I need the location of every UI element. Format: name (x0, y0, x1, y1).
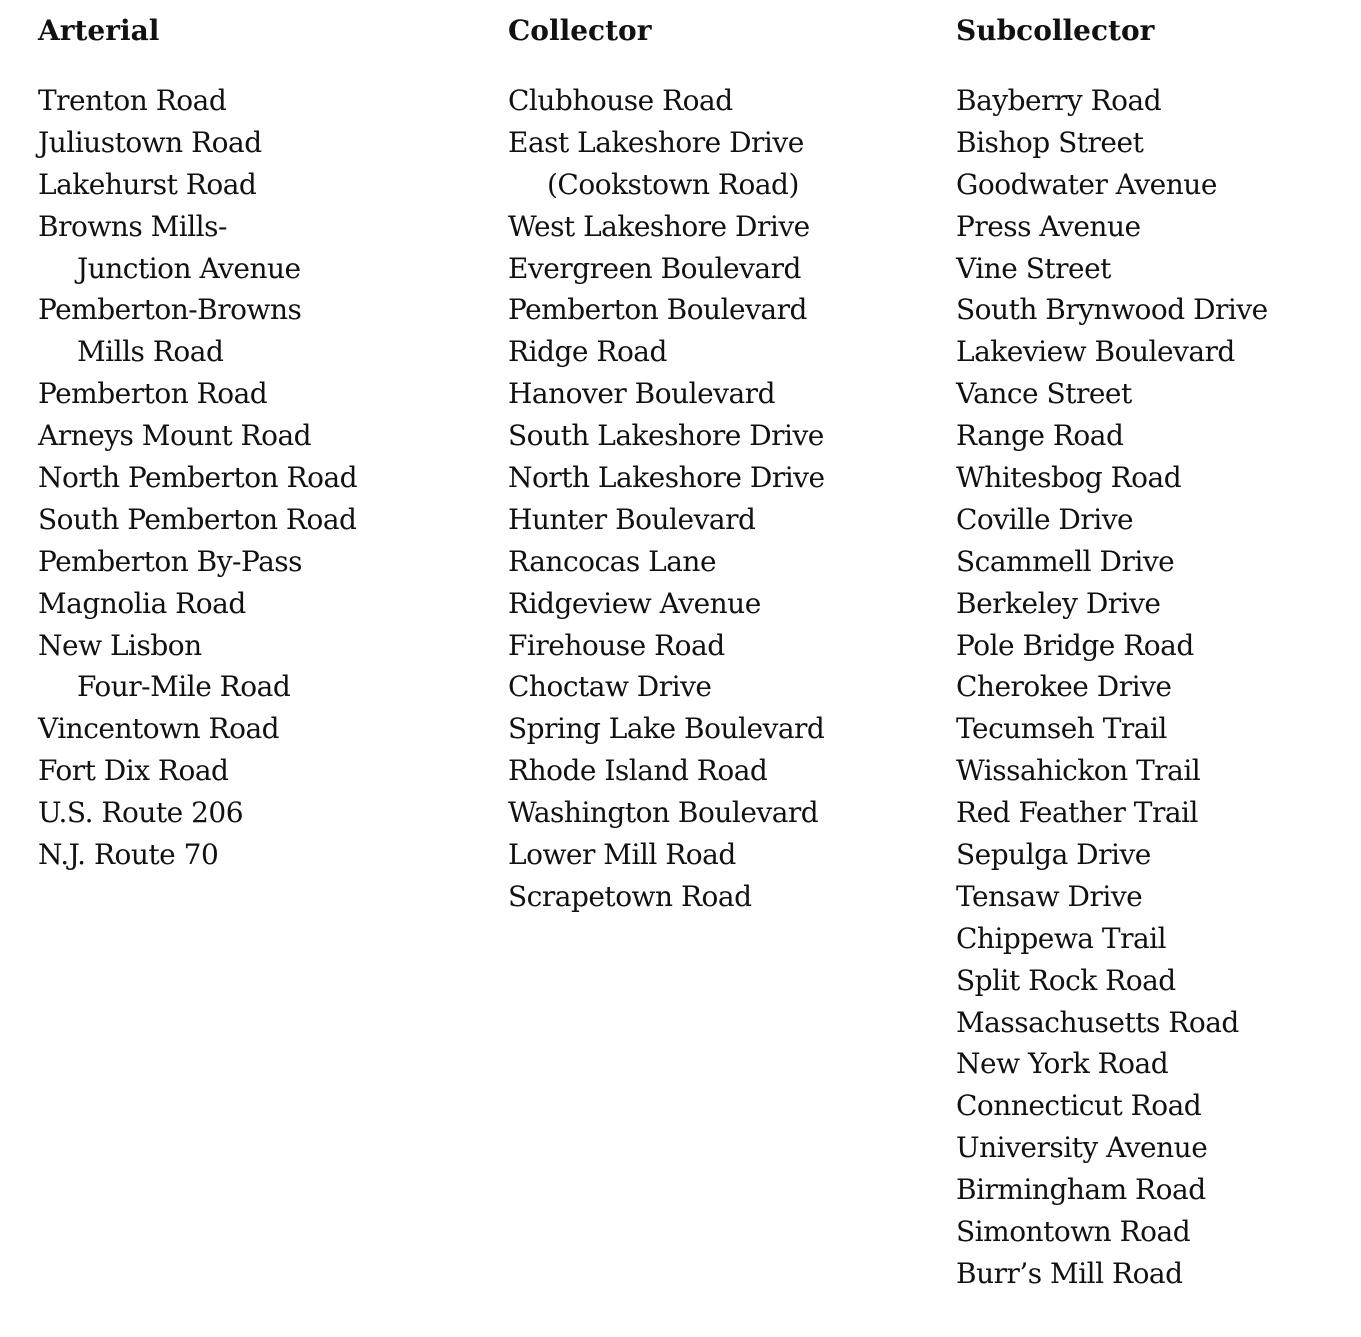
road-name-continuation: Mills Road (77, 335, 224, 369)
road-name: Ridgeview Avenue (508, 586, 761, 620)
collector-road-list (508, 80, 928, 918)
road-name: Split Rock Road (956, 963, 1176, 997)
road-name: Berkeley Drive (956, 586, 1161, 620)
road-name: Red Feather Trail (956, 796, 1198, 830)
road-name: New Lisbon (38, 628, 202, 662)
road-name: Tecumseh Trail (956, 712, 1167, 746)
road-name: University Avenue (956, 1131, 1208, 1165)
column-heading-collector: Collector (508, 14, 652, 47)
road-name: N.J. Route 70 (38, 838, 219, 872)
road-name: Firehouse Road (508, 628, 725, 662)
road-name: Trenton Road (38, 84, 227, 117)
road-name: South Pemberton Road (38, 502, 357, 536)
road-name: Birmingham Road (956, 1173, 1206, 1207)
road-name: Pemberton Road (38, 377, 268, 411)
road-name: Spring Lake Boulevard (508, 712, 825, 746)
road-name: Connecticut Road (956, 1089, 1202, 1123)
road-name: Pemberton-Browns (38, 293, 302, 327)
road-name: West Lakeshore Drive (508, 209, 810, 243)
road-name: Sepulga Drive (956, 838, 1151, 872)
road-name: Washington Boulevard (508, 796, 819, 830)
subcollector-road-list (956, 80, 1356, 1295)
road-name: Whitesbog Road (956, 461, 1182, 495)
road-name: Hunter Boulevard (508, 502, 756, 536)
column-heading-arterial: Arterial (38, 14, 160, 47)
road-name: Bayberry Road (956, 84, 1162, 117)
road-name: Pemberton By-Pass (38, 544, 302, 578)
road-name: Burr’s Mill Road (956, 1256, 1183, 1290)
road-name: Rhode Island Road (508, 754, 768, 788)
road-name: Scrapetown Road (508, 879, 752, 913)
road-name: Chippewa Trail (956, 921, 1167, 955)
arterial-road-list (38, 80, 478, 876)
road-name: Clubhouse Road (508, 84, 733, 117)
road-name: Magnolia Road (38, 586, 246, 620)
road-name: Coville Drive (956, 502, 1134, 536)
road-name: Juliustown Road (38, 125, 262, 159)
road-name: Vance Street (956, 377, 1132, 411)
road-name: Tensaw Drive (956, 879, 1143, 913)
road-name: Lower Mill Road (508, 838, 736, 872)
road-name: Vine Street (956, 251, 1111, 285)
road-name: Vincentown Road (38, 712, 280, 746)
road-name: Evergreen Boulevard (508, 251, 801, 285)
subcollector-column (956, 12, 1356, 1295)
road-name: Pemberton Boulevard (508, 293, 807, 327)
road-name: U.S. Route 206 (38, 796, 244, 830)
road-name: Pole Bridge Road (956, 628, 1194, 662)
collector-column (508, 12, 928, 918)
road-name: North Pemberton Road (38, 461, 358, 495)
arterial-column (38, 12, 478, 876)
road-name-continuation: Four-Mile Road (77, 670, 291, 704)
road-name: New York Road (956, 1047, 1169, 1081)
road-name: Scammell Drive (956, 544, 1175, 578)
road-name: North Lakeshore Drive (508, 461, 825, 495)
road-name: Massachusetts Road (956, 1005, 1239, 1039)
road-name: Lakehurst Road (38, 167, 257, 201)
road-name: Cherokee Drive (956, 670, 1172, 704)
column-heading-subcollector: Subcollector (956, 14, 1155, 47)
road-name: Lakeview Boulevard (956, 335, 1235, 369)
road-name-continuation: (Cookstown Road) (547, 167, 799, 201)
road-name: Browns Mills- (38, 209, 227, 243)
road-name: East Lakeshore Drive (508, 125, 804, 159)
road-name: Range Road (956, 419, 1124, 453)
road-name-continuation: Junction Avenue (77, 251, 301, 285)
road-name: South Brynwood Drive (956, 293, 1268, 327)
road-name: Wissahickon Trail (956, 754, 1201, 788)
road-name: Goodwater Avenue (956, 167, 1217, 201)
road-name: Rancocas Lane (508, 544, 717, 578)
road-name: Bishop Street (956, 125, 1144, 159)
road-name: Hanover Boulevard (508, 377, 775, 411)
road-name: Simontown Road (956, 1215, 1191, 1249)
road-name: Press Avenue (956, 209, 1141, 243)
road-name: Choctaw Drive (508, 670, 712, 704)
road-name: Arneys Mount Road (38, 419, 312, 453)
road-name: Fort Dix Road (38, 754, 229, 788)
road-name: South Lakeshore Drive (508, 419, 824, 453)
road-name: Ridge Road (508, 335, 667, 369)
